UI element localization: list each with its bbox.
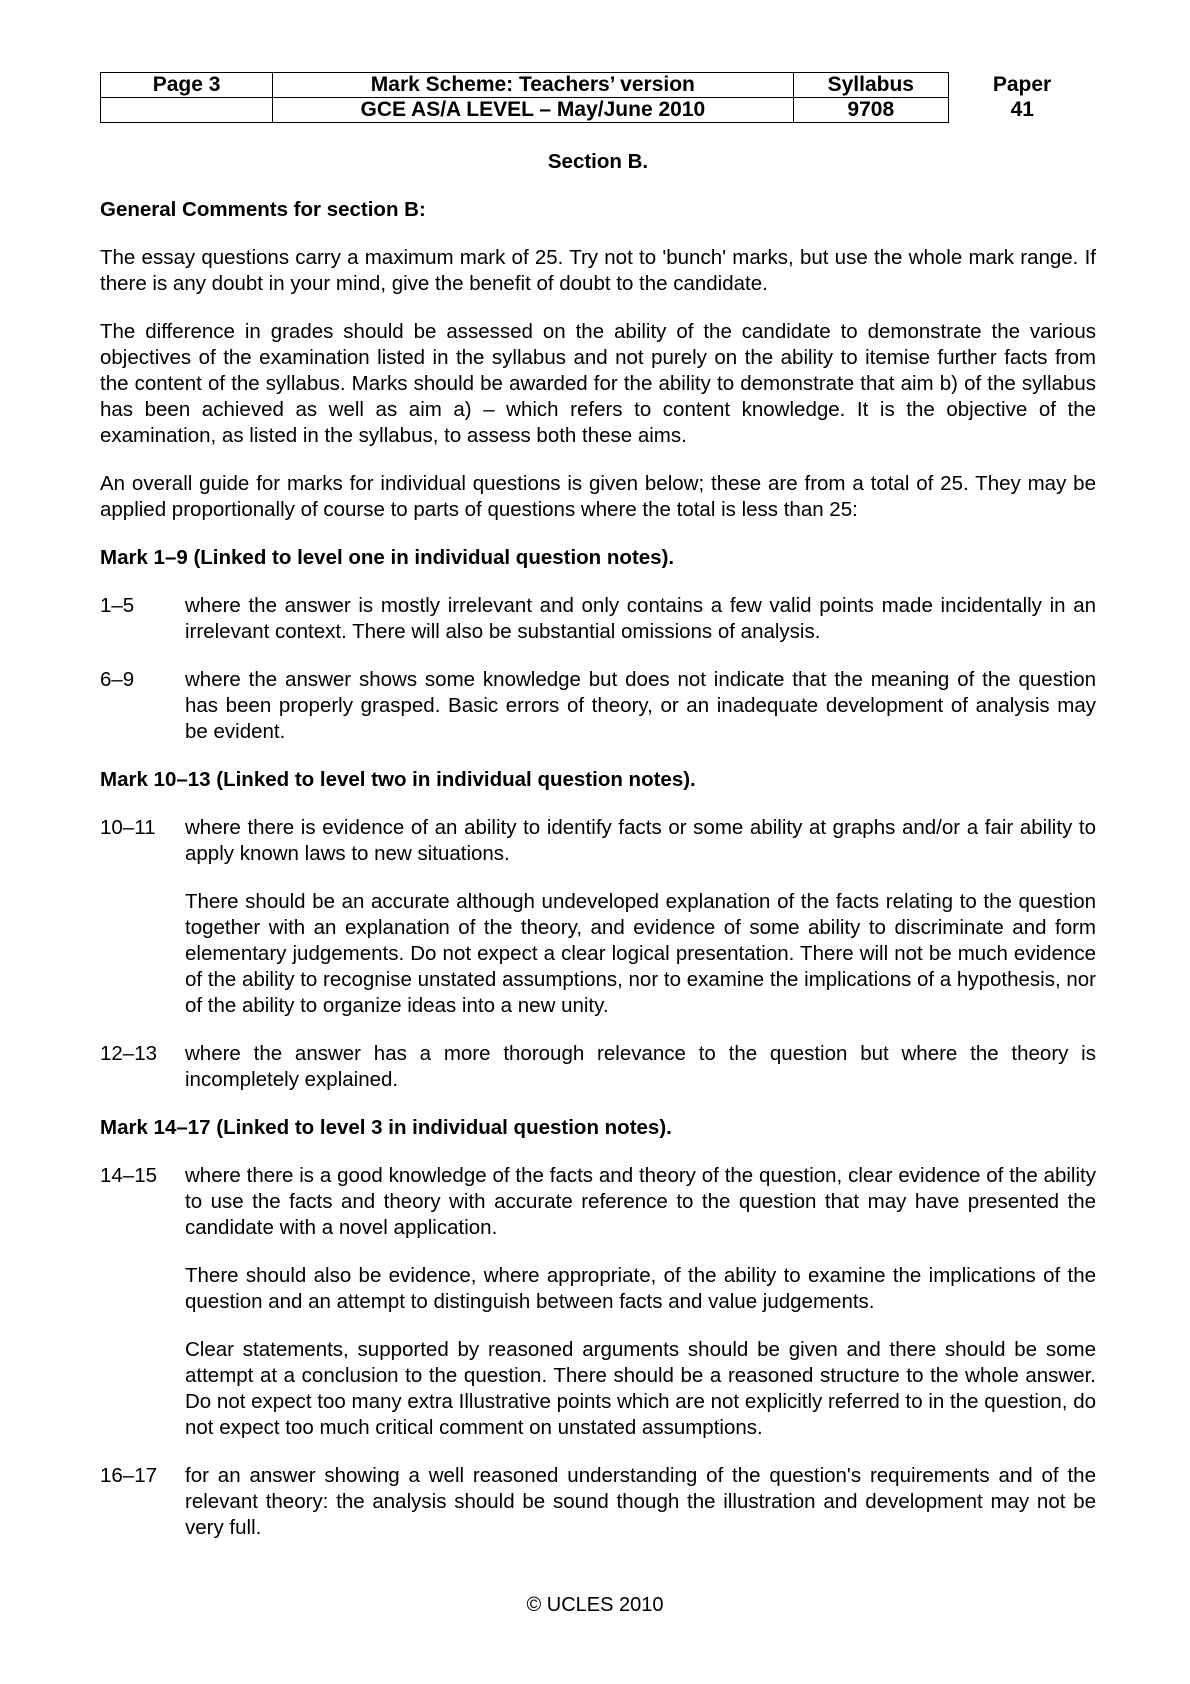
mark-item — [100, 1163, 1096, 1441]
mark-description: where the answer has a more thorough relevance to the question but where the theory is incompletely explained. — [185, 1042, 1096, 1091]
mark-range: 12–13 — [100, 1042, 158, 1065]
header-paper-label: Paper — [992, 73, 1052, 96]
header-table — [100, 72, 1096, 123]
header-paper-number: 41 — [1010, 98, 1034, 121]
header-exam: GCE AS/A LEVEL – May/June 2010 — [273, 98, 793, 123]
mark-group-heading: Mark 10–13 (Linked to level two in individual question notes). — [100, 768, 696, 791]
footer-copyright: © UCLES 2010 — [526, 1594, 664, 1616]
mark-range: 6–9 — [100, 668, 135, 691]
mark-item — [100, 1041, 1096, 1093]
header-title: Mark Scheme: Teachers’ version — [273, 73, 793, 98]
mark-range: 10–11 — [100, 816, 156, 839]
mark-range: 1–5 — [100, 594, 135, 617]
paragraph: The difference in grades should be assessed on the ability of the candidate to demonstrate the various objectives of the examination listed in the syllabus and not purely on the ability to itemise further facts from the content of the syllabus. Marks should be awarded for the ability to demonstrate that aim b) of the syllabus has been achieved as well as aim a) – which refers to content knowledge. It is the objective of the examination, as listed in the syllabus, to assess both these aims. — [100, 320, 1096, 447]
mark-range: 16–17 — [100, 1464, 158, 1487]
mark-description: for an answer showing a well reasoned understanding of the question's requirements and of the relevant theory: the analysis should be sound though the illustration and development may not be very full. — [185, 1464, 1096, 1539]
paragraph: An overall guide for marks for individual questions is given below; these are from a total of 25. They may be applied proportionally of course to parts of questions where the total is less than 25: — [100, 472, 1096, 521]
header-syllabus-code: 9708 — [793, 98, 948, 123]
mark-description: Clear statements, supported by reasoned arguments should be given and there should be some attempt at a conclusion to the question. There should be a reasoned structure to the whole answer. Do not expect too many extra Illustrative points which are not explicitly referred to in the question, do not expect too much critical comment on unstated assumptions. — [185, 1338, 1096, 1439]
mark-item — [100, 667, 1096, 745]
mark-item — [100, 593, 1096, 645]
mark-description: There should be an accurate although undeveloped explanation of the facts relating to the question together with an explanation of the theory, and evidence of some ability to discriminate and form elementary judgements. Do not expect a clear logical presentation. There will not be much evidence of the ability to recognise unstated assumptions, nor to examine the implications of a hypothesis, nor of the ability to organize ideas into a new unity. — [185, 890, 1096, 1017]
header-syllabus-label: Syllabus — [793, 73, 948, 98]
mark-description: where there is a good knowledge of the facts and theory of the question, clear evidence of the ability to use the facts and theory with accurate reference to the question that may have presented the candidate with a novel application. — [185, 1164, 1096, 1239]
mark-group-heading: Mark 1–9 (Linked to level one in individual question notes). — [100, 546, 675, 569]
paragraph: The essay questions carry a maximum mark of 25. Try not to 'bunch' marks, but use the whole mark range. If there is any doubt in your mind, give the benefit of doubt to the candidate. — [100, 246, 1096, 295]
mark-item — [100, 1463, 1096, 1541]
document-page — [100, 72, 1096, 1541]
section-title: Section B. — [547, 150, 649, 173]
mark-range: 14–15 — [100, 1164, 158, 1187]
mark-group-heading: Mark 14–17 (Linked to level 3 in individual question notes). — [100, 1116, 672, 1139]
header-empty-cell — [101, 98, 273, 123]
mark-item — [100, 815, 1096, 1019]
mark-description: where there is evidence of an ability to identify facts or some ability at graphs and/or a fair ability to apply known laws to new situations. — [185, 816, 1096, 865]
header-page: Page 3 — [101, 73, 273, 98]
mark-description: There should also be evidence, where appropriate, of the ability to examine the implications of the question and an attempt to distinguish between facts and value judgements. — [185, 1264, 1096, 1313]
mark-description: where the answer shows some knowledge but does not indicate that the meaning of the question has been properly grasped. Basic errors of theory, or an inadequate development of analysis may be evident. — [185, 668, 1096, 743]
mark-description: where the answer is mostly irrelevant and only contains a few valid points made incidentally in an irrelevant context. There will also be substantial omissions of analysis. — [185, 594, 1096, 643]
general-heading: General Comments for section B: — [100, 198, 426, 221]
